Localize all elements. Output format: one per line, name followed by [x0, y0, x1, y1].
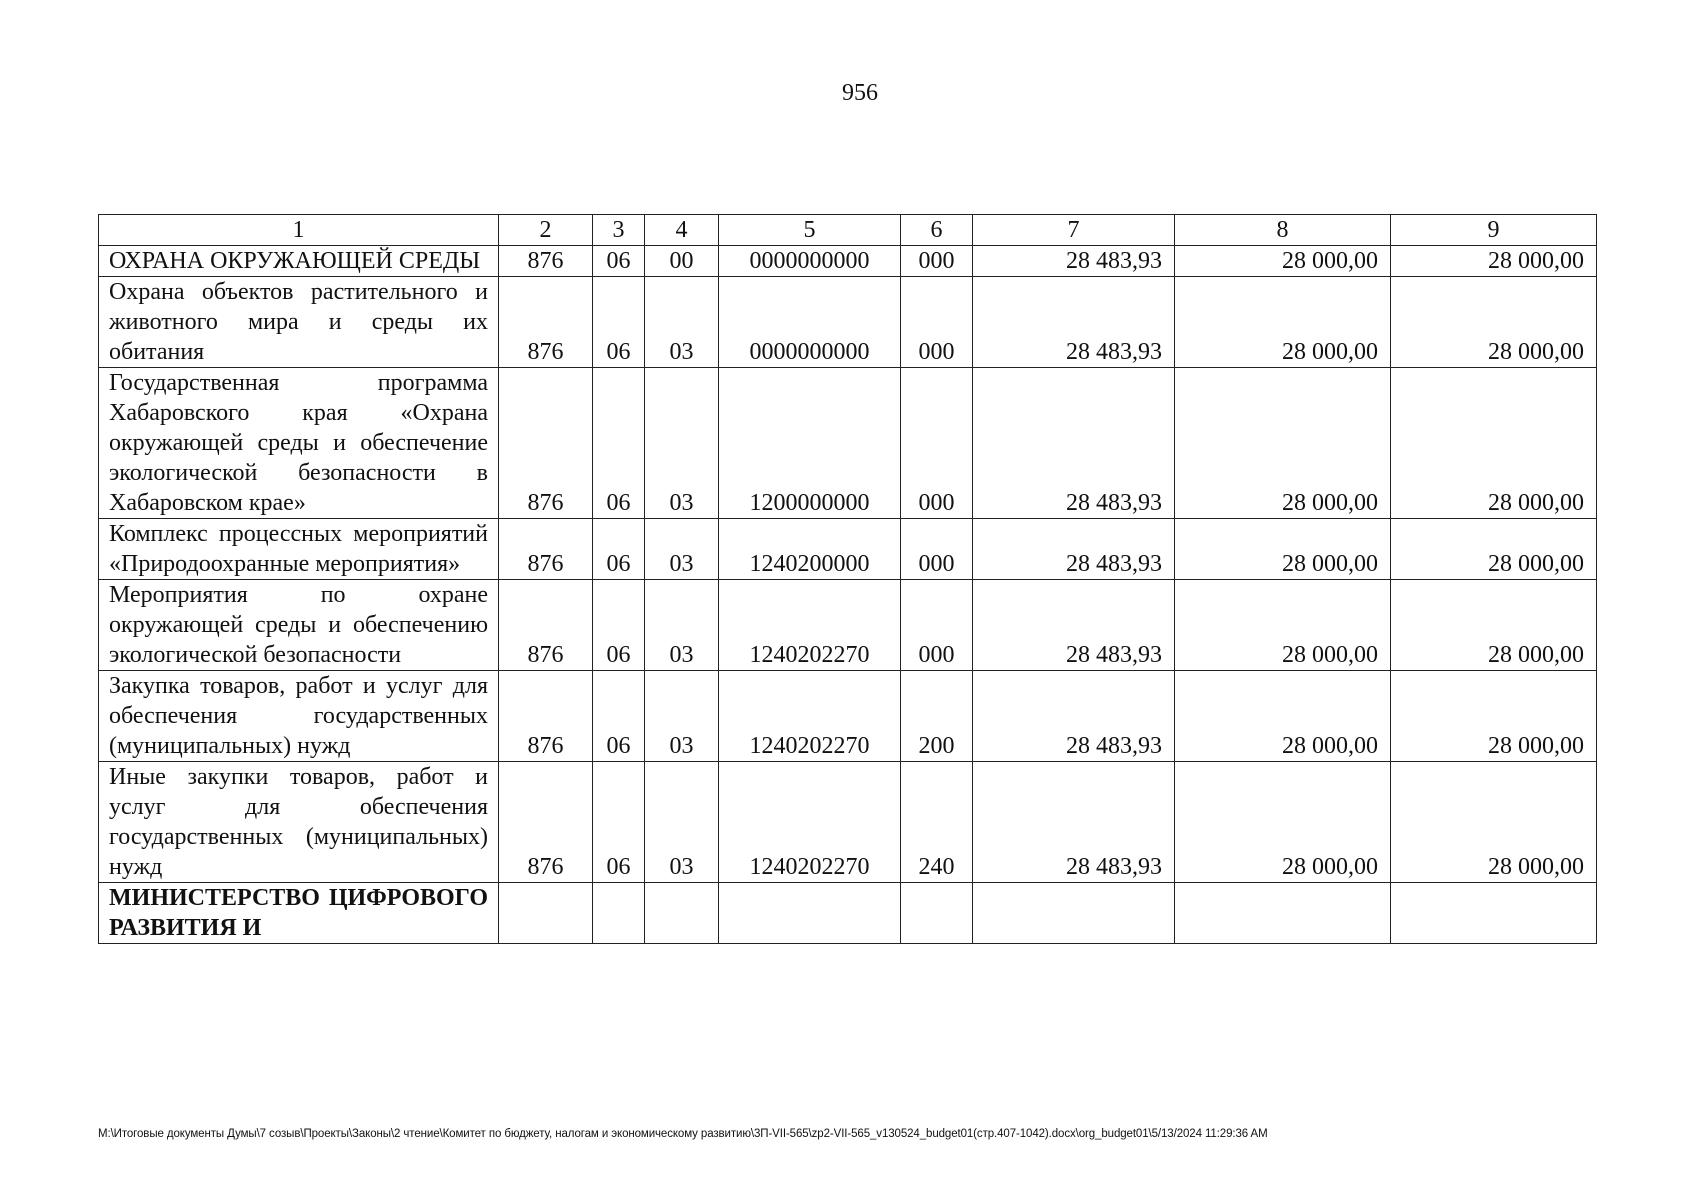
row-name: Комплекс процессных мероприятий «Природоохранные мероприятия» — [99, 519, 499, 580]
column-header: 4 — [645, 215, 719, 246]
column-header: 1 — [99, 215, 499, 246]
cell-amount-col7: 28 483,93 — [973, 519, 1175, 580]
row-name: МИНИСТЕРСТВО ЦИФРОВОГО РАЗВИТИЯ И — [99, 883, 499, 944]
cell-subsection: 00 — [645, 246, 719, 277]
cell-admin-code: 876 — [499, 277, 593, 368]
cell-subsection: 03 — [645, 762, 719, 883]
cell-section: 06 — [593, 671, 645, 762]
cell-amount-col8: 28 000,00 — [1175, 519, 1391, 580]
footer-file-path: M:\Итоговые документы Думы\7 созыв\Проекты\Законы\2 чтение\Комитет по бюджету, налогам и экономическому развитию\3П-VII-565\zp2-VII-565_v130524_budget01(стр.407-1042).docx\org_budget01\5/13/2024 11:29:36 AM — [98, 1128, 1268, 1140]
cell-amount-col7: 28 483,93 — [973, 246, 1175, 277]
cell-expense-type: 000 — [901, 519, 973, 580]
cell-section: 06 — [593, 277, 645, 368]
cell-amount-col9: 28 000,00 — [1391, 368, 1597, 519]
cell-target-article: 0000000000 — [719, 246, 901, 277]
cell-amount-col8: 28 000,00 — [1175, 762, 1391, 883]
cell-section: 06 — [593, 762, 645, 883]
cell-subsection: 03 — [645, 671, 719, 762]
cell-amount-col8: 28 000,00 — [1175, 580, 1391, 671]
cell-subsection: 03 — [645, 368, 719, 519]
cell-section: 06 — [593, 519, 645, 580]
cell-target-article — [719, 883, 901, 944]
cell-expense-type: 000 — [901, 580, 973, 671]
table-row — [99, 246, 1597, 277]
column-header: 9 — [1391, 215, 1597, 246]
cell-expense-type: 200 — [901, 671, 973, 762]
budget-table — [98, 214, 1597, 944]
cell-admin-code: 876 — [499, 671, 593, 762]
table-row — [99, 883, 1597, 944]
row-name: Иные закупки товаров, работ и услуг для обеспечения государственных (муниципальных) нужд — [99, 762, 499, 883]
cell-admin-code: 876 — [499, 519, 593, 580]
row-name: ОХРАНА ОКРУЖАЮЩЕЙ СРЕДЫ — [99, 246, 499, 277]
table-row — [99, 580, 1597, 671]
table-row — [99, 671, 1597, 762]
cell-amount-col9: 28 000,00 — [1391, 580, 1597, 671]
table-header-row — [99, 215, 1597, 246]
cell-section: 06 — [593, 580, 645, 671]
cell-target-article: 0000000000 — [719, 277, 901, 368]
row-name: Мероприятия по охране окружающей среды и обеспечению экологической безопасности — [99, 580, 499, 671]
cell-section: 06 — [593, 246, 645, 277]
cell-subsection: 03 — [645, 277, 719, 368]
cell-amount-col7: 28 483,93 — [973, 368, 1175, 519]
page-number: 956 — [842, 80, 878, 106]
cell-amount-col9: 28 000,00 — [1391, 519, 1597, 580]
cell-admin-code: 876 — [499, 762, 593, 883]
row-name: Закупка товаров, работ и услуг для обеспечения государственных (муниципальных) нужд — [99, 671, 499, 762]
cell-amount-col9: 28 000,00 — [1391, 246, 1597, 277]
column-header: 5 — [719, 215, 901, 246]
cell-expense-type: 240 — [901, 762, 973, 883]
cell-amount-col9 — [1391, 883, 1597, 944]
cell-expense-type: 000 — [901, 368, 973, 519]
row-name: Государственная программа Хабаровского края «Охрана окружающей среды и обеспечение экологической безопасности в Хабаровском крае» — [99, 368, 499, 519]
cell-amount-col8: 28 000,00 — [1175, 277, 1391, 368]
cell-amount-col7: 28 483,93 — [973, 580, 1175, 671]
cell-target-article: 1200000000 — [719, 368, 901, 519]
cell-admin-code: 876 — [499, 246, 593, 277]
cell-amount-col8: 28 000,00 — [1175, 368, 1391, 519]
cell-subsection: 03 — [645, 519, 719, 580]
column-header: 6 — [901, 215, 973, 246]
cell-expense-type: 000 — [901, 277, 973, 368]
cell-amount-col7: 28 483,93 — [973, 671, 1175, 762]
cell-amount-col7: 28 483,93 — [973, 762, 1175, 883]
column-header: 7 — [973, 215, 1175, 246]
cell-admin-code: 876 — [499, 368, 593, 519]
cell-section — [593, 883, 645, 944]
column-header: 2 — [499, 215, 593, 246]
table-row — [99, 277, 1597, 368]
row-name: Охрана объектов растительного и животного мира и среды их обитания — [99, 277, 499, 368]
cell-amount-col9: 28 000,00 — [1391, 671, 1597, 762]
column-header: 8 — [1175, 215, 1391, 246]
cell-amount-col8: 28 000,00 — [1175, 671, 1391, 762]
cell-expense-type — [901, 883, 973, 944]
cell-target-article: 1240202270 — [719, 762, 901, 883]
cell-amount-col9: 28 000,00 — [1391, 762, 1597, 883]
cell-admin-code — [499, 883, 593, 944]
column-header: 3 — [593, 215, 645, 246]
cell-amount-col8: 28 000,00 — [1175, 246, 1391, 277]
cell-target-article: 1240202270 — [719, 580, 901, 671]
cell-amount-col7 — [973, 883, 1175, 944]
cell-target-article: 1240202270 — [719, 671, 901, 762]
cell-admin-code: 876 — [499, 580, 593, 671]
table-row — [99, 762, 1597, 883]
table-row — [99, 519, 1597, 580]
cell-subsection — [645, 883, 719, 944]
cell-section: 06 — [593, 368, 645, 519]
cell-amount-col7: 28 483,93 — [973, 277, 1175, 368]
table-row — [99, 368, 1597, 519]
cell-amount-col9: 28 000,00 — [1391, 277, 1597, 368]
cell-expense-type: 000 — [901, 246, 973, 277]
cell-target-article: 1240200000 — [719, 519, 901, 580]
cell-amount-col8 — [1175, 883, 1391, 944]
cell-subsection: 03 — [645, 580, 719, 671]
